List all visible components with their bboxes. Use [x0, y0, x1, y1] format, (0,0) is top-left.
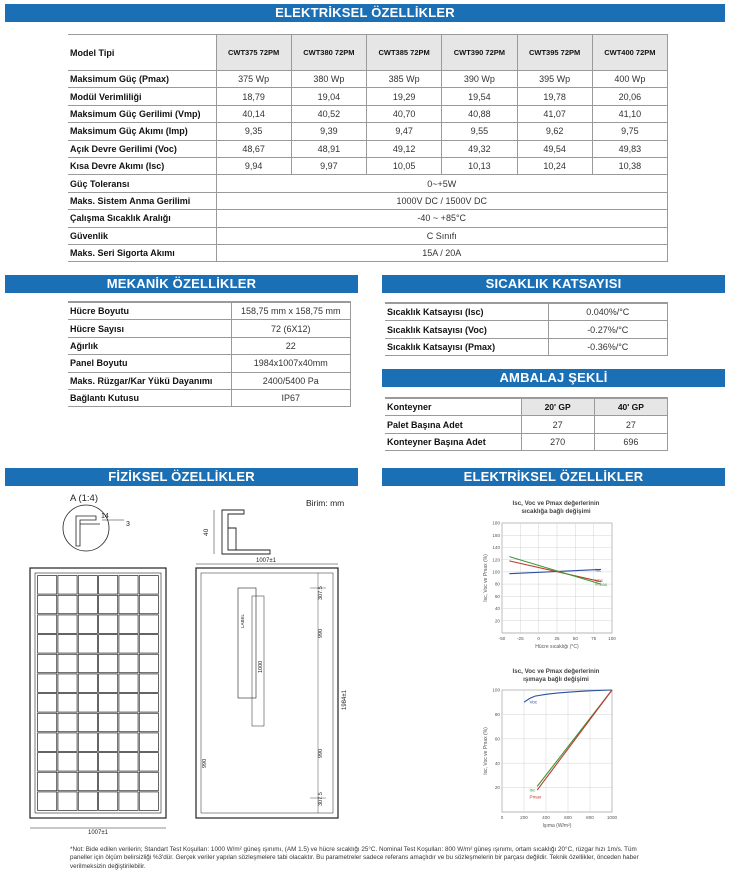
x-tick-label: 400 [542, 815, 550, 820]
table-row [385, 416, 668, 433]
table-row [68, 192, 668, 209]
table-row [68, 355, 351, 372]
cell: 9,94 [216, 157, 291, 174]
dim-label: 40 [203, 528, 210, 536]
cell: 0.040%/°C [548, 304, 668, 321]
charts-banner: ELEKTRİKSEL ÖZELLİKLER [382, 468, 725, 486]
x-tick-label: 75 [591, 636, 597, 641]
temperature-banner: SICAKLIK KATSAYISI [382, 275, 725, 293]
row-label: Maksimum Güç Gerilimi (Vmp) [68, 105, 216, 122]
cell: 390 Wp [442, 71, 517, 88]
table-row [68, 244, 668, 261]
cell: 380 Wp [291, 71, 366, 88]
panel-drawing [0, 488, 360, 838]
legend-pmax: Pmax [529, 794, 542, 800]
row-label: Sıcaklık Katsayısı (Voc) [385, 321, 548, 338]
row-label: Palet Başına Adet [385, 416, 521, 433]
table-row [68, 71, 668, 88]
mechanical-table [68, 302, 351, 407]
chart-title-line2: ışımaya bağlı değişimi [523, 676, 589, 683]
model-col: CWT380 72PM [291, 35, 366, 71]
dim-label: 990 [318, 628, 324, 638]
x-tick-label: 100 [608, 636, 616, 641]
cell: IP67 [231, 389, 351, 406]
y-tick-label: 20 [494, 785, 500, 791]
row-label: Kısa Devre Akımı (Isc) [68, 157, 216, 174]
row-label: Maks. Seri Sigorta Akımı [68, 244, 216, 261]
cell: 10,38 [592, 157, 667, 174]
dim-label: 990 [202, 758, 208, 768]
row-label: Güvenlik [68, 227, 216, 244]
footnote: *Not: Bide edilen verilerin; Standart Test Koşulları: 1000 W/m² güneş ışınımı, (AM 1.5) ve hücre sıcaklığı 25°C. Nominal Test Koşulları: 800 W/m² güneş ışınımı, ortam sıcaklığı 20°C, rüzgar hızı 1m/s. Tüm paneller için ölçüm belirsizliği %3'dür. Gerçek veriler yapılan sözleşmelere tabi olacaktır. Bu parametreler sadece referans amaçlıdır ve bu sözleşmelerin bir parçası değildir. Teknik özellikler, önceden haber verilmeksizin değiştirilebilir. [70, 846, 639, 870]
row-label: Panel Boyutu [68, 355, 231, 372]
unit-label: Birim: mm [306, 498, 345, 508]
chart-title-line2: sıcaklığa bağlı değişimi [521, 508, 591, 515]
legend-voc: Voc [529, 699, 538, 705]
cell: 22 [231, 337, 351, 354]
cell: 19,78 [517, 88, 592, 105]
cell: 27 [521, 416, 594, 433]
packaging-table [385, 398, 668, 451]
model-row [68, 35, 668, 71]
x-tick-label: 0 [500, 815, 504, 820]
row-label: Maksimum Güç (Pmax) [68, 71, 216, 88]
legend-pmax: Pmax [595, 582, 608, 588]
cell: 400 Wp [592, 71, 667, 88]
panel-front [30, 568, 166, 818]
table-row [68, 157, 668, 174]
dim-label: 990 [318, 748, 324, 758]
cell: 9,97 [291, 157, 366, 174]
cell: 20,06 [592, 88, 667, 105]
temperature-table [385, 303, 668, 356]
table-row [68, 227, 668, 244]
container-col: 20' GP [521, 399, 594, 416]
dim-label: 307.5 [318, 792, 324, 806]
electrical-table [68, 34, 668, 262]
detail-circle [63, 505, 109, 551]
row-label: Bağlantı Kutusu [68, 389, 231, 406]
cell: 9,39 [291, 123, 366, 140]
model-col: CWT400 72PM [592, 35, 667, 71]
dim-label: 1007±1 [88, 830, 108, 836]
chart-title-line1: Isc, Voc ve Pmax değerlerinin [512, 668, 600, 675]
container-col: 40' GP [594, 399, 667, 416]
cell: -40 ~ +85°C [216, 210, 668, 227]
cell: 395 Wp [517, 71, 592, 88]
cell: 72 (6X12) [231, 320, 351, 337]
detail-label: A (1:4) [70, 493, 98, 504]
dim-label: 3 [126, 521, 130, 528]
table-row [68, 105, 668, 122]
x-tick-label: 25 [554, 636, 560, 641]
electrical-banner: ELEKTRİKSEL ÖZELLİKLER [5, 4, 725, 22]
detail-profile [76, 516, 100, 546]
table-row [68, 88, 668, 105]
table-row [385, 304, 668, 321]
y-tick-label: 40 [494, 606, 500, 612]
y-tick-label: 180 [492, 520, 500, 526]
cell: 27 [594, 416, 667, 433]
dim-label: 1007±1 [256, 558, 276, 564]
y-tick-label: 20 [494, 618, 500, 624]
cell: 158,75 mm x 158,75 mm [231, 303, 351, 320]
y-axis-label: Isc, Voc ve Pmax (%) [483, 727, 489, 775]
irradiance-chart [470, 664, 620, 834]
model-col: CWT390 72PM [442, 35, 517, 71]
cell: 9,35 [216, 123, 291, 140]
cell: 9,47 [367, 123, 442, 140]
y-tick-label: 80 [494, 581, 500, 587]
cell: 10,13 [442, 157, 517, 174]
row-label: Maks. Sistem Anma Gerilimi [68, 192, 216, 209]
plot-area [502, 690, 612, 812]
row-label: Ağırlık [68, 337, 231, 354]
model-col: CWT395 72PM [517, 35, 592, 71]
legend-isc: Isc [595, 567, 602, 573]
y-tick-label: 60 [494, 736, 500, 742]
cell: 270 [521, 433, 594, 450]
cell: 49,12 [367, 140, 442, 157]
table-row [68, 123, 668, 140]
table-row [385, 338, 668, 355]
x-tick-label: -50 [498, 636, 506, 641]
cell: 9,62 [517, 123, 592, 140]
panel-back [196, 568, 338, 818]
row-label: Hücre Sayısı [68, 320, 231, 337]
cell: 40,70 [367, 105, 442, 122]
table-row [68, 303, 351, 320]
cell: 375 Wp [216, 71, 291, 88]
dim-label: 1984±1 [342, 690, 348, 710]
model-col: CWT375 72PM [216, 35, 291, 71]
packaging-banner: AMBALAJ ŞEKLİ [382, 369, 725, 387]
dim-label: 1000 [258, 660, 264, 673]
table-row [68, 175, 668, 192]
x-axis-label: Hücre sıcaklığı (°C) [535, 644, 579, 650]
cell: 41,07 [517, 105, 592, 122]
cell: 385 Wp [367, 71, 442, 88]
x-tick-label: 800 [586, 815, 594, 820]
cell: 9,55 [442, 123, 517, 140]
cell: 40,88 [442, 105, 517, 122]
y-tick-label: 100 [492, 687, 500, 693]
table-row [68, 389, 351, 406]
cell: 48,91 [291, 140, 366, 157]
row-label: Maksimum Güç Akımı (Imp) [68, 123, 216, 140]
x-tick-label: -25 [517, 636, 524, 641]
cell: 19,54 [442, 88, 517, 105]
cell: 49,83 [592, 140, 667, 157]
table-row [68, 372, 351, 389]
x-tick-label: 50 [572, 636, 578, 641]
x-tick-label: 200 [520, 815, 528, 820]
cell: 49,54 [517, 140, 592, 157]
dim-label: 307.5 [318, 586, 324, 600]
row-label: Maks. Rüzgar/Kar Yükü Dayanımı [68, 372, 231, 389]
chart-title-line1: Isc, Voc ve Pmax değerlerinin [512, 500, 600, 507]
cell: 41,10 [592, 105, 667, 122]
y-axis-label: Isc, Voc ve Pmax (%) [483, 554, 489, 602]
row-label: Sıcaklık Katsayısı (Pmax) [385, 338, 548, 355]
table-row [385, 433, 668, 450]
cell: 1984x1007x40mm [231, 355, 351, 372]
cell: 0~+5W [216, 175, 668, 192]
mechanical-banner: MEKANİK ÖZELLİKLER [5, 275, 358, 293]
physical-banner: FİZİKSEL ÖZELLİKLER [5, 468, 358, 486]
cell: C Sınıfı [216, 227, 668, 244]
x-tick-label: 600 [564, 815, 572, 820]
row-label: Hücre Boyutu [68, 303, 231, 320]
x-tick-label: 0 [537, 636, 540, 641]
cell: 10,24 [517, 157, 592, 174]
y-tick-label: 100 [492, 569, 500, 575]
frame-section [222, 510, 270, 554]
table-row [385, 321, 668, 338]
row-label: Açık Devre Gerilimi (Voc) [68, 140, 216, 157]
y-tick-label: 120 [492, 557, 500, 563]
table-row [68, 320, 351, 337]
cell: 10,05 [367, 157, 442, 174]
cell: 9,75 [592, 123, 667, 140]
table-row [68, 140, 668, 157]
row-label: Güç Toleransı [68, 175, 216, 192]
cell: 18,79 [216, 88, 291, 105]
row-label: Sıcaklık Katsayısı (Isc) [385, 304, 548, 321]
y-tick-label: 80 [494, 712, 500, 717]
cell: 40,52 [291, 105, 366, 122]
model-label: Model Tipi [68, 35, 216, 71]
y-tick-label: 140 [492, 545, 500, 551]
row-label: Modül Verimliliği [68, 88, 216, 105]
table-row [385, 399, 668, 416]
cell: 49,32 [442, 140, 517, 157]
cell: 19,29 [367, 88, 442, 105]
cell: 40,14 [216, 105, 291, 122]
legend-isc: Isc [529, 787, 536, 793]
table-row [68, 337, 351, 354]
cell: -0.27%/°C [548, 321, 668, 338]
row-label: Konteyner Başına Adet [385, 433, 521, 450]
y-tick-label: 160 [492, 532, 500, 538]
cell: 19,04 [291, 88, 366, 105]
cell: 15A / 20A [216, 244, 668, 261]
row-label: Konteyner [385, 399, 521, 416]
table-row [68, 210, 668, 227]
y-tick-label: 40 [494, 760, 500, 766]
x-axis-label: Işıma (W/m²) [542, 823, 572, 829]
cell: 696 [594, 433, 667, 450]
cell: -0.36%/°C [548, 338, 668, 355]
cell: 2400/5400 Pa [231, 372, 351, 389]
legend-voc: Voc [595, 577, 604, 583]
y-tick-label: 60 [494, 593, 500, 599]
junction-label: LABEL [240, 613, 245, 628]
x-tick-label: 1000 [606, 815, 618, 820]
cell: 1000V DC / 1500V DC [216, 192, 668, 209]
row-label: Çalışma Sıcaklık Aralığı [68, 210, 216, 227]
temperature-chart [470, 496, 620, 658]
dim-label: 14 [101, 513, 109, 520]
model-col: CWT385 72PM [367, 35, 442, 71]
cell: 48,67 [216, 140, 291, 157]
